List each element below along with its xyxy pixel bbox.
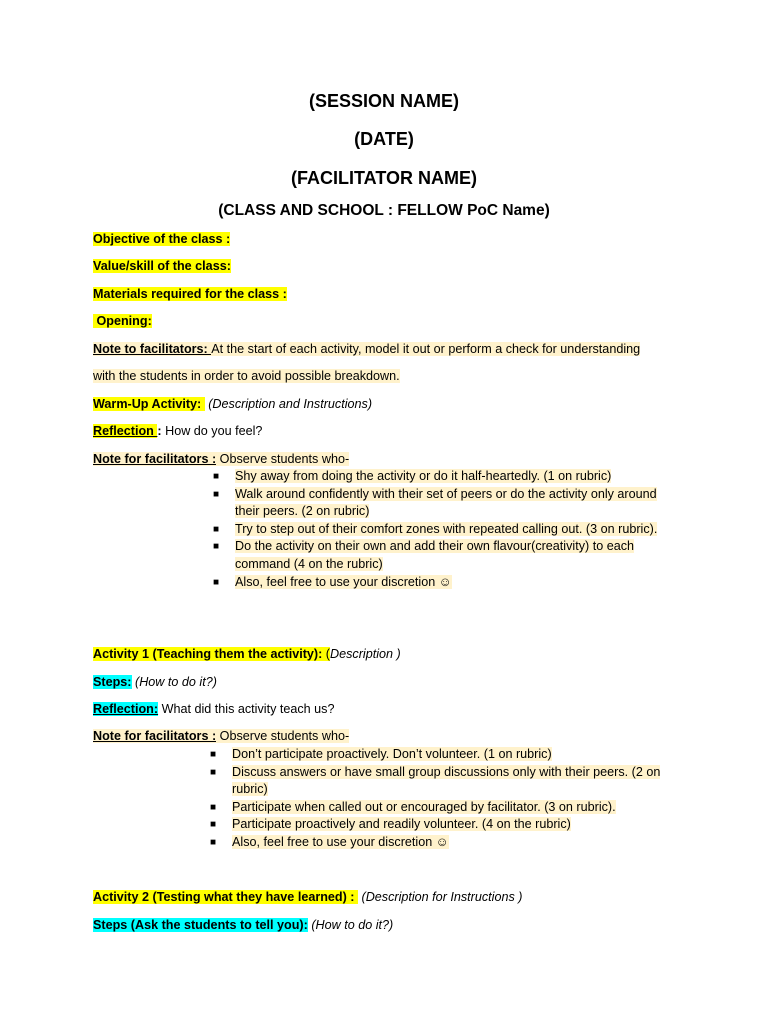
warmup-line <box>93 396 372 413</box>
reflection1-label: Reflection <box>93 424 158 438</box>
square-bullet-icon: ■ <box>213 523 220 535</box>
note-to-facilitators-line1 <box>93 341 640 358</box>
square-bullet-icon: ■ <box>210 766 217 778</box>
materials-label: Materials required for the class : <box>93 287 287 301</box>
square-bullet-icon: ■ <box>210 801 217 813</box>
square-bullet-icon: ■ <box>210 819 217 831</box>
warmup-description: (Description and Instructions) <box>204 397 373 411</box>
note-to-facilitators-text2: with the students in order to avoid possible breakdown. <box>93 369 400 383</box>
square-bullet-icon: ■ <box>210 836 217 848</box>
activity2-steps-label: Steps (Ask the students to tell you): <box>93 918 308 932</box>
observe-list-1 <box>213 468 663 591</box>
square-bullet-icon: ■ <box>213 488 220 500</box>
note3-text: Observe students who- <box>216 729 350 743</box>
note-to-facilitators-line2 <box>93 368 400 385</box>
activity1-reflection-text: What did this activity teach us? <box>158 702 335 716</box>
note2-line <box>93 451 349 468</box>
list-item: ■ Participate when called out or encouraged by facilitator. (3 on rubric). <box>210 799 675 817</box>
materials-line <box>93 286 287 303</box>
facilitator-name-title: (FACILITATOR NAME) <box>291 168 477 188</box>
note3-label: Note for facilitators : <box>93 729 217 743</box>
opening-line <box>93 313 152 330</box>
reflection1-text: How do you feel? <box>161 424 263 438</box>
note2-text: Observe students who- <box>216 452 350 466</box>
activity1-description: Description ) <box>330 647 401 661</box>
value-skill-line <box>93 258 231 275</box>
note2-label: Note for facilitators : <box>93 452 217 466</box>
reflection1-line <box>93 423 262 440</box>
session-name-title: (SESSION NAME) <box>308 91 459 111</box>
square-bullet-icon: ■ <box>210 749 217 760</box>
date-title: (DATE) <box>354 129 414 149</box>
square-bullet-icon: ■ <box>213 576 220 588</box>
list-item: ■ Also, feel free to use your discretion ☺ <box>210 834 675 852</box>
note3-line <box>93 728 349 745</box>
list-item: ■ Shy away from doing the activity or do it half-heartedly. (1 on rubric) <box>213 468 663 486</box>
activity2-description: (Description for Instructions ) <box>358 890 523 904</box>
observe-list-2 <box>210 746 675 852</box>
value-skill-label: Value/skill of the class: <box>93 259 231 273</box>
objective-label: Objective of the class : <box>93 232 231 246</box>
list-item: ■ Participate proactively and readily volunteer. (4 on the rubric) <box>210 816 675 834</box>
list-item: ■ Do the activity on their own and add their own flavour(creativity) to each command (4 on the rubric) <box>213 539 635 571</box>
activity1-steps-text: (How to do it?) <box>131 675 217 689</box>
reflection1-colon: : <box>157 424 162 438</box>
list-item: ■ Walk around confidently with their set of peers or do the activity only around their peers. (2 on rubric) <box>213 486 657 519</box>
square-bullet-icon: ■ <box>213 471 220 482</box>
activity1-reflection-label: Reflection: <box>93 702 159 716</box>
activity2-line <box>93 889 522 906</box>
list-item: ■ Discuss answers or have small group discussions only with their peers. (2 on rubric) <box>210 764 661 797</box>
class-school-title: (CLASS AND SCHOOL : FELLOW PoC Name) <box>218 202 550 219</box>
activity2-steps-text: (How to do it?) <box>307 918 394 932</box>
list-item: ■ Don’t participate proactively. Don’t volunteer. (1 on rubric) <box>210 746 675 764</box>
activity1-steps-label: Steps: <box>93 675 132 689</box>
activity1-label: Activity 1 (Teaching them the activity): <box>93 647 323 661</box>
objective-line <box>93 231 230 248</box>
list-item: ■ Try to step out of their comfort zones with repeated calling out. (3 on rubric). <box>213 521 663 539</box>
activity2-steps-line <box>93 917 393 934</box>
square-bullet-icon: ■ <box>213 541 220 553</box>
activity1-steps-line <box>93 674 217 691</box>
opening-label: Opening: <box>93 314 152 328</box>
note-to-facilitators-text1: At the start of each activity, model it out or perform a check for understanding <box>211 342 641 356</box>
activity1-line: Activity 1 (Teaching them the activity): (Description ) <box>93 647 401 661</box>
activity2-label: Activity 2 (Testing what they have learned) : <box>93 890 358 904</box>
list-item: ■ Also, feel free to use your discretion ☺ <box>213 574 663 592</box>
warmup-label: Warm-Up Activity: <box>93 397 205 411</box>
note-to-facilitators-label: Note to facilitators: <box>93 342 212 356</box>
activity1-reflection-line <box>93 701 334 718</box>
